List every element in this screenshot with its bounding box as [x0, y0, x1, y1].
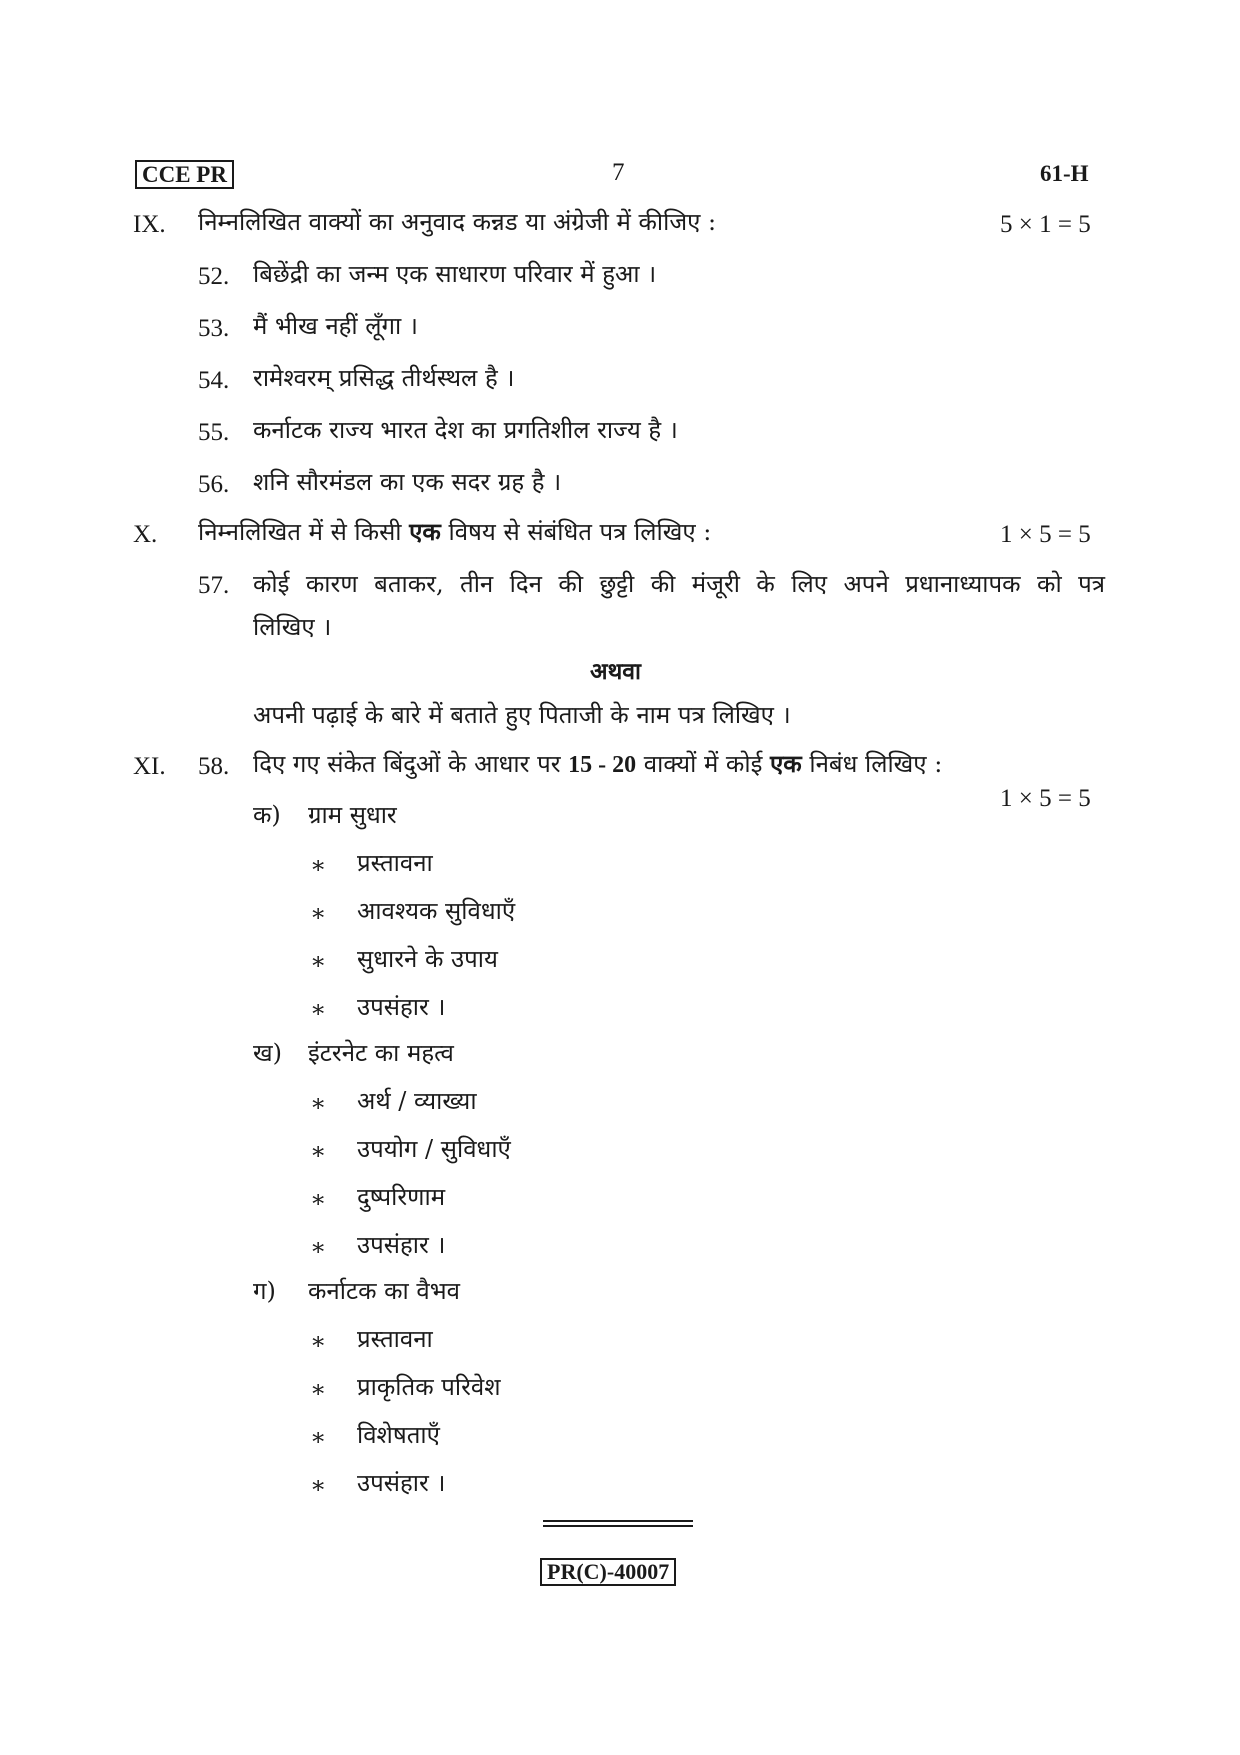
- section-x-roman: X.: [133, 521, 158, 548]
- section-ix-instruction: निम्नलिखित वाक्यों का अनुवाद कन्नड या अंग्रेजी में कीजिए :: [198, 208, 717, 236]
- topic-title: कर्नाटक का वैभव: [308, 1277, 460, 1305]
- section-xi-marks: 1 × 5 = 5: [1000, 785, 1091, 812]
- question-number: 53.: [198, 315, 230, 342]
- topic-point: अर्थ / व्याख्या: [357, 1087, 477, 1115]
- topic-point: उपसंहार ।: [357, 1231, 446, 1259]
- bullet-icon: ∗: [310, 899, 327, 927]
- question-text: शनि सौरमंडल का एक सदर ग्रह है ।: [253, 468, 562, 496]
- question-57-line2: लिखिए ।: [253, 613, 332, 641]
- section-ix-roman: IX.: [133, 211, 166, 238]
- section-xi-roman: XI.: [133, 753, 166, 780]
- bullet-icon: ∗: [310, 1327, 327, 1355]
- header-cce-pr-box: CCE PR: [135, 160, 234, 189]
- bullet-icon: ∗: [310, 1471, 327, 1499]
- question-text: कर्नाटक राज्य भारत देश का प्रगतिशील राज्य है ।: [253, 416, 678, 444]
- question-57-number: 57.: [198, 572, 230, 599]
- section-x-instruction: निम्नलिखित में से किसी एक विषय से संबंधित पत्र लिखिए :: [198, 517, 712, 546]
- topic-point: सुधारने के उपाय: [357, 945, 498, 973]
- topic-label: क): [253, 801, 281, 829]
- topic-point: आवश्यक सुविधाएँ: [357, 897, 516, 925]
- bullet-icon: ∗: [310, 1137, 327, 1165]
- question-number: 56.: [198, 471, 230, 498]
- or-label: अथवा: [590, 658, 642, 685]
- footer-rule-top: [543, 1520, 693, 1522]
- bullet-icon: ∗: [310, 1233, 327, 1261]
- topic-point: दुष्परिणाम: [357, 1183, 446, 1211]
- topic-point: उपयोग / सुविधाएँ: [357, 1135, 511, 1163]
- bullet-icon: ∗: [310, 995, 327, 1023]
- topic-point: उपसंहार ।: [357, 993, 446, 1021]
- topic-label: ग): [253, 1277, 276, 1305]
- question-text: रामेश्वरम् प्रसिद्ध तीर्थस्थल है ।: [253, 364, 515, 392]
- bullet-icon: ∗: [310, 947, 327, 975]
- question-number: 54.: [198, 367, 230, 394]
- topic-point: उपसंहार ।: [357, 1469, 446, 1497]
- topic-point: प्रस्तावना: [357, 1325, 433, 1353]
- topic-point: प्राकृतिक परिवेश: [357, 1373, 501, 1401]
- bullet-icon: ∗: [310, 1185, 327, 1213]
- question-text: बिछेंद्री का जन्म एक साधारण परिवार में हुआ ।: [253, 260, 657, 288]
- question-57-alternative: अपनी पढ़ाई के बारे में बताते हुए पिताजी के नाम पत्र लिखिए ।: [253, 701, 791, 729]
- bullet-icon: ∗: [310, 851, 327, 879]
- section-x-marks: 1 × 5 = 5: [1000, 521, 1091, 548]
- page-number: 7: [612, 159, 625, 186]
- bullet-icon: ∗: [310, 1375, 327, 1403]
- footer-rule-bottom: [543, 1525, 693, 1527]
- footer-code-box: PR(C)-40007: [540, 1558, 676, 1586]
- topic-point: प्रस्तावना: [357, 849, 433, 877]
- question-text: मैं भीख नहीं लूँगा ।: [253, 312, 418, 340]
- section-ix-marks: 5 × 1 = 5: [1000, 211, 1091, 238]
- topic-point: विशेषताएँ: [357, 1421, 440, 1449]
- paper-code: 61-H: [1040, 161, 1089, 186]
- question-58-number: 58.: [198, 753, 230, 780]
- question-58-instruction: दिए गए संकेत बिंदुओं के आधार पर 15 - 20 वाक्यों में कोई एक निबंध लिखिए :: [253, 749, 943, 778]
- topic-label: ख): [253, 1039, 282, 1067]
- topic-title: इंटरनेट का महत्व: [308, 1039, 454, 1067]
- topic-title: ग्राम सुधार: [308, 801, 397, 829]
- question-number: 55.: [198, 419, 230, 446]
- bullet-icon: ∗: [310, 1089, 327, 1117]
- question-57-line1: कोई कारण बताकर, तीन दिन की छुट्टी की मंजूरी के लिए अपने प्रधानाध्यापक को पत्र: [253, 570, 1105, 598]
- bullet-icon: ∗: [310, 1423, 327, 1451]
- question-number: 52.: [198, 263, 230, 290]
